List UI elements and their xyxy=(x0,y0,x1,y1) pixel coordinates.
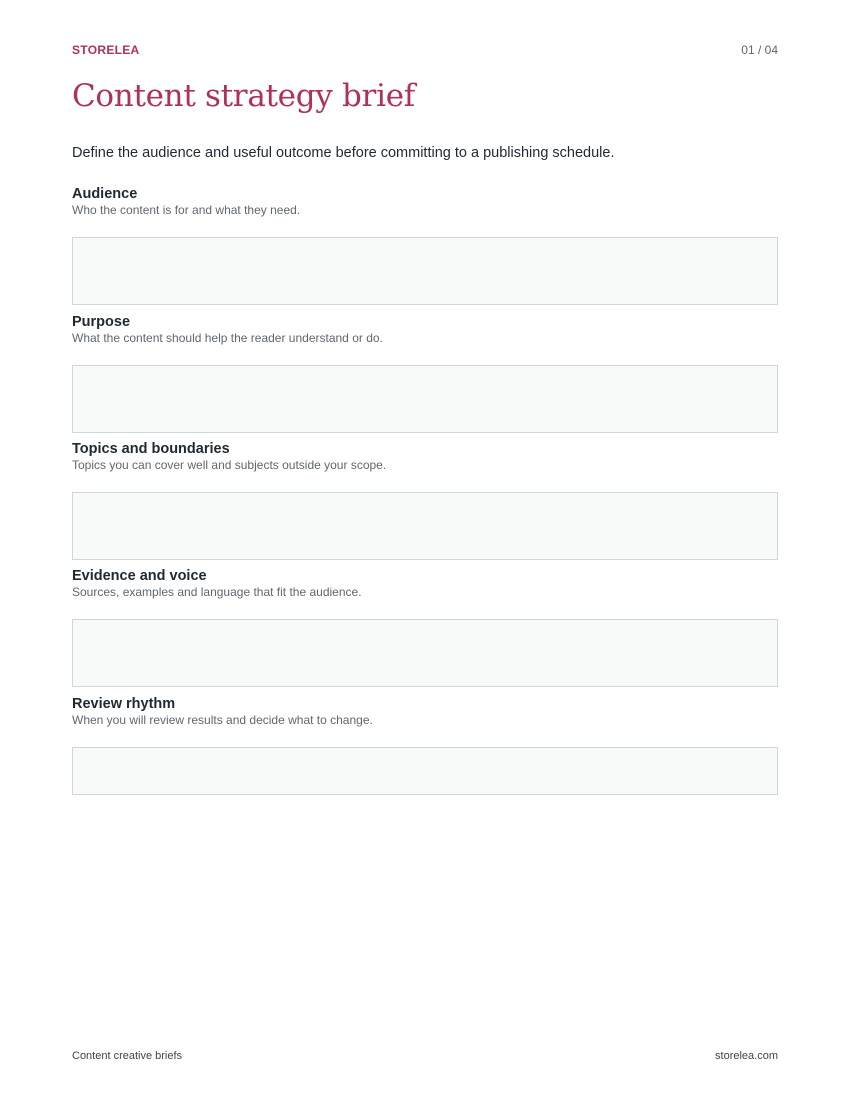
section-label: Purpose xyxy=(72,314,131,330)
page-footer xyxy=(72,1050,778,1064)
section-label: Topics and boundaries xyxy=(72,441,230,457)
section-label: Review rhythm xyxy=(72,696,176,712)
intro-text: Define the audience and useful outcome before committing to a publishing schedule. xyxy=(72,145,615,161)
page-title: Content strategy brief xyxy=(72,78,415,114)
page-header xyxy=(72,43,778,59)
section-description: When you will review results and decide what to change. xyxy=(72,713,373,727)
section-description: Sources, examples and language that fit the audience. xyxy=(72,585,362,599)
purpose-field[interactable] xyxy=(72,365,778,433)
page-number: 01 / 04 xyxy=(741,43,778,57)
section-evidence-voice xyxy=(72,567,778,600)
section-label: Audience xyxy=(72,186,138,202)
footer-website: storelea.com xyxy=(715,1050,778,1062)
review-rhythm-field[interactable] xyxy=(72,747,778,795)
section-label: Evidence and voice xyxy=(72,568,207,584)
section-purpose xyxy=(72,313,778,346)
section-topics-boundaries xyxy=(72,440,778,473)
brand-name: STORELEA xyxy=(72,43,140,57)
audience-field[interactable] xyxy=(72,237,778,305)
section-description: Who the content is for and what they need. xyxy=(72,203,301,217)
evidence-voice-field[interactable] xyxy=(72,619,778,687)
section-audience xyxy=(72,185,778,218)
footer-document-name: Content creative briefs xyxy=(72,1050,183,1062)
section-description: Topics you can cover well and subjects outside your scope. xyxy=(72,458,387,472)
section-description: What the content should help the reader understand or do. xyxy=(72,331,383,345)
section-review-rhythm xyxy=(72,695,778,728)
topics-boundaries-field[interactable] xyxy=(72,492,778,560)
